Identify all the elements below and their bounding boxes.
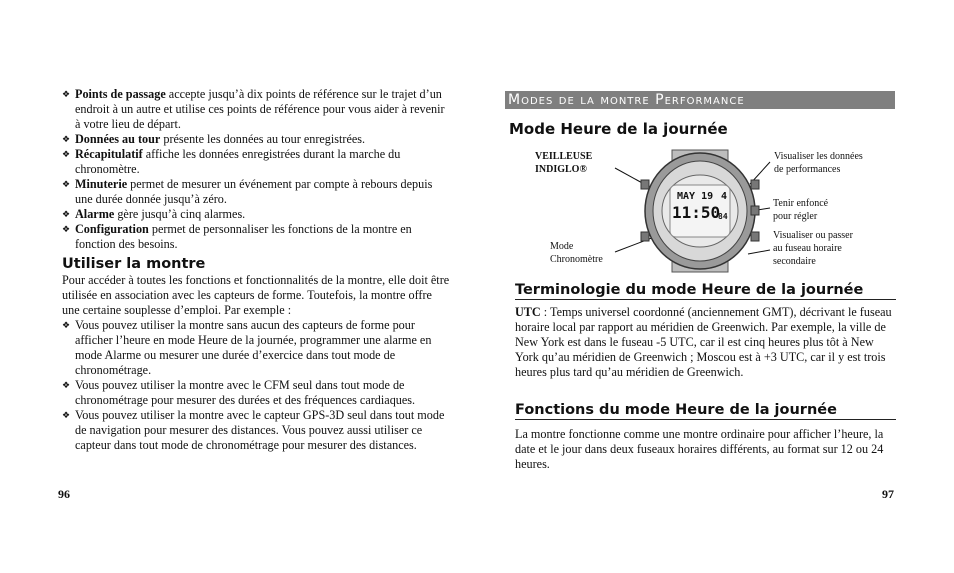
terminology-heading: Terminologie du mode Heure de la journée [515,282,896,300]
watch-date: MAY 19 [677,191,714,202]
watch-time: 11:50 [672,203,721,222]
bullet-icon: ❖ [62,320,71,330]
feature-item [62,207,452,222]
usage-text: Vous pouvez utiliser la montre sans aucun des capteurs de forme pour afficher l’heure en mode Heure de la journée, programmer une alarme en mode Alarme ou mesurer une durée d’exercice dans tout mode de chronométrage. [75,318,432,377]
bullet-icon: ❖ [62,149,71,159]
feature-text: gère jusqu’à cinq alarmes. [114,207,246,221]
watch-day: 4 [721,191,728,202]
label-hold-set: Tenir enfoncé pour régler [773,198,829,222]
utc-definition: : Temps universel coordonné (anciennement GMT), décrivant le fuseau horaire local par rapport au méridien de Greenwich. Par exemple, la ville de New York est dans le fuseau -5 UTC, car il est cinq heures plus tôt à New York qu’au méridien de Greenwich ; Moscou est à +3 UTC, car il y est trois heures plus tard qu’au méridien de Greenwich. [515,305,892,379]
bullet-icon: ❖ [62,380,71,390]
label-performance: Visualiser les données de performances [774,151,863,175]
page-number-left: 96 [58,487,70,501]
usage-item [62,378,452,408]
feature-item [62,132,452,147]
feature-text: affiche les données enregistrées durant la marche du chronomètre. [75,147,401,176]
utc-term: UTC [515,305,541,319]
bullet-icon: ❖ [62,89,71,99]
feature-item [62,147,452,177]
feature-text: présente les données au tour enregistrées. [160,132,366,146]
feature-item [62,177,452,207]
feature-item [62,222,452,252]
bullet-icon: ❖ [62,209,71,219]
left-page [62,87,452,453]
terminology-text [515,305,900,380]
bullet-icon: ❖ [62,224,71,234]
feature-term: Configuration [75,222,149,236]
usage-item [62,318,452,378]
label-chrono-mode: Mode Chronomètre [550,241,603,265]
feature-term: Points de passage [75,87,166,101]
feature-term: Données au tour [75,132,161,146]
label-indiglo: VEILLEUSE INDIGLO® [535,151,593,175]
bullet-icon: ❖ [62,134,71,144]
feature-text: accepte jusqu’à dix points de référence sur le trajet d’un endroit à un autre et utilise ces points de référence pour vous aider à revenir à votre lieu de départ. [75,87,445,131]
usage-item [62,408,452,453]
bullet-icon: ❖ [62,410,71,420]
functions-text: La montre fonctionne comme une montre ordinaire pour afficher l’heure, la date et le jour dans deux fuseaux horaires différents, au format sur 12 ou 24 heures. [515,427,884,471]
label-time-zone: Visualiser ou passer au fuseau horaire secondaire [773,230,853,267]
feature-term: Alarme [75,207,115,221]
usage-list [62,318,452,453]
feature-text: permet de personnaliser les fonctions de la montre en fonction des besoins. [75,222,412,251]
using-intro: Pour accéder à toutes les fonctions et fonctionnalités de la montre, elle doit être utilisée en association avec les capteurs de forme. Toutefois, la montre offre une certaine souplesse d’emploi. Par exemple : [62,273,450,317]
feature-list [62,87,452,252]
mode-title: Mode Heure de la journée [509,120,728,138]
bullet-icon: ❖ [62,179,71,189]
section-title-bar: Modes de la montre Performance [505,91,895,109]
watch-seconds: 84 [718,212,728,221]
feature-term: Récapitulatif [75,147,143,161]
feature-item [62,87,452,132]
usage-text: Vous pouvez utiliser la montre avec le capteur GPS-3D seul dans tout mode de navigation pour mesurer des distances. Vous pouvez aussi utiliser ce capteur dans tout mode de chronométrage pour mesurer des distances. [75,408,445,452]
feature-term: Minuterie [75,177,128,191]
section-heading-using: Utiliser la montre [62,256,206,272]
usage-text: Vous pouvez utiliser la montre avec le CFM seul dans tout mode de chronométrage pour mesurer des durées et des fréquences cardiaques. [75,378,416,407]
watch-figure [505,140,895,280]
page-number-right: 97 [882,487,894,501]
feature-text: permet de mesurer un événement par compte à rebours depuis une durée donnée jusqu’à zéro. [75,177,433,206]
functions-heading: Fonctions du mode Heure de la journée [515,402,896,420]
